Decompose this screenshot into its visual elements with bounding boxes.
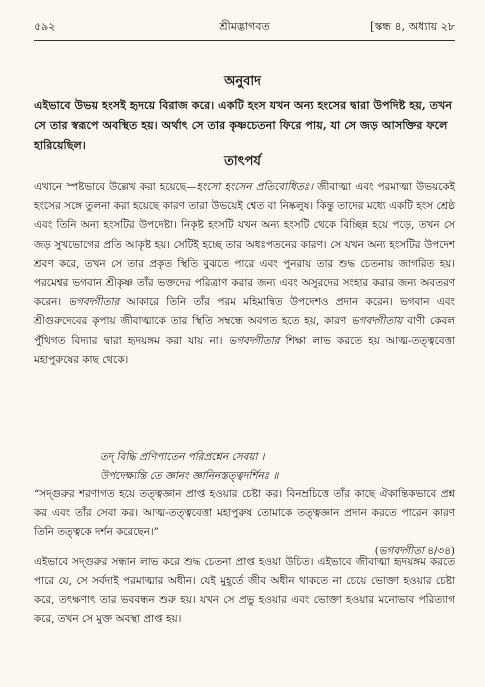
purport-text: বাণী কেবল পুঁথিগত বিদ্যার দ্বারা হৃদয়ঙ্গম করা যায় না। bbox=[34, 315, 456, 347]
purport-text: এখানে স্পষ্টভাবে উল্লেখ করা হয়েছে— bbox=[34, 181, 197, 193]
book-name: ভগবদ্গীতা bbox=[378, 545, 424, 557]
page-header bbox=[34, 18, 455, 38]
verse-translation-text: “সদ্গুরুর শরণাগত হয়ে তত্ত্বজ্ঞান প্রাপ্ত হওয়ার চেষ্টা কর। বিনম্রচিত্তে তাঁর কাছে ঐকান্তিকভাবে প্রশ্ন কর এবং তাঁর সেবা কর। আত্ম-তত্ত্ববেত্তা মহাপুরুষ তোমাকে তত্ত্বজ্ঞান প্রদান করতে পারেন কারণ তিনি তত্ত্বকে দর্শন করেছেন।” bbox=[34, 488, 455, 538]
purport-text: শিক্ষা লাভ করতে হয় আত্ম-তত্ত্ববেত্তা মহাপুরুষের কাছ থেকে। bbox=[34, 334, 455, 366]
translation-text: এইভাবে উভয় হংসই হৃদয়ে বিরাজ করে। একটি হংস যখন অন্য হংসের দ্বারা উপদিষ্ট হয়, তখন সে তার স্বরূপে অবস্থিত হয়। অর্থাৎ সে তার কৃষ্ণচেতনা ফিরে পায়, যা সে জড় আসক্তির ফলে হারিয়েছিল। bbox=[34, 98, 453, 152]
verse-translation bbox=[34, 485, 455, 561]
book-title: শ্রীমদ্ভাগবত bbox=[219, 20, 270, 33]
book-name: ভগবদ্গীতায় bbox=[351, 315, 403, 328]
sanskrit-verse bbox=[100, 448, 445, 486]
book-name: ভগবদ্গীতার bbox=[68, 296, 120, 309]
section-reference: [স্কন্ধ ৪, অধ্যায় ২৮ bbox=[370, 20, 455, 33]
verse-line-2: উপদেক্ষ্যন্তি তে জ্ঞানং জ্ঞানিনস্তত্ত্বদর্শিনঃ ॥ bbox=[100, 470, 279, 482]
purport-text: জীবাত্মা এবং পরমাত্মা উভয়কেই হংসের সঙ্গে তুলনা করা হয়েছে কারণ তারা উভয়েই শ্বেত বা নিষ্কলুষ। কিন্তু তাদের মধ্যে একটি হংস শ্রেষ্ঠ এবং তিনি অন্য হংসটির উপদেষ্টা। নিকৃষ্ট হংসটি যখন অন্য হংসটি থেকে বিচ্ছিন্ন হয়ে পড়ে, তখন সে জড় সুখভোগের প্রতি আকৃষ্ট হয়। সেটিই হচ্ছে তার অধঃপতনের কারণ। সে যখন অন্য হংসটির উপদেশ শ্রবণ করে, তখন সে তার প্রকৃত স্থিতি বুঝতে পারে এবং পুনরায় তার শুদ্ধ চেতনায় জাগরিত হয়। পরমেশ্বর ভগবান শ্রীকৃষ্ণ তাঁর ভক্তদের পরিত্রাণ করার জন্য এবং অসুরদের সংহার করার জন্য অবতরণ করেন। bbox=[34, 181, 455, 309]
purport-text: আকারে তিনি তাঁর পরম মহিমান্বিত উপদেশও প্রদান করেন। ভগবান এবং শ্রীগুরুদেবের কৃপায় জীবাত্মাকে তার স্থিতি সম্বন্ধে অবগত হতে হয়, কারণ bbox=[34, 296, 455, 328]
ref-text: ( bbox=[374, 545, 379, 557]
page-number: ৫৯২ bbox=[34, 20, 56, 33]
purport-paragraph-1 bbox=[34, 178, 455, 370]
purport-heading: তাৎপর্য bbox=[224, 154, 261, 169]
ref-text: ৪/৩৪) bbox=[423, 545, 455, 557]
purport-paragraph-2 bbox=[34, 553, 455, 629]
book-name: ভগবদ্গীতার bbox=[228, 334, 280, 347]
verse-line-1: তদ্ বিদ্ধি প্রণিপাতেন পরিপ্রশ্নেন সেবয়া । bbox=[100, 451, 265, 463]
purport-text: এইভাবে সদ্গুরুর সন্ধান লাভ করে শুদ্ধ চেতনা প্রাপ্ত হওয়া উচিত। এইভাবে জীবাত্মা হৃদয়ঙ্গম করতে পারে যে, সে সর্বদাই পরমাত্মার অধীন। যেই মুহূর্তে জীব অধীন থাকতে না চেয়ে ভোক্তা হওয়ার চেষ্টা করে, তৎক্ষণাৎ তার ভববন্ধন শুরু হয়। যখন সে প্রভু হওয়ার এবং ভোক্তা হওয়ার মনোভাব পরিত্যাগ করে, তখন সে মুক্ত অবস্থা প্রাপ্ত হয়। bbox=[34, 556, 455, 625]
translation-heading: অনুবাদ bbox=[224, 74, 261, 89]
sanskrit-quote: হংসো হংসেন প্রতিবোধিতঃ। bbox=[196, 181, 314, 193]
header-divider bbox=[34, 40, 455, 41]
